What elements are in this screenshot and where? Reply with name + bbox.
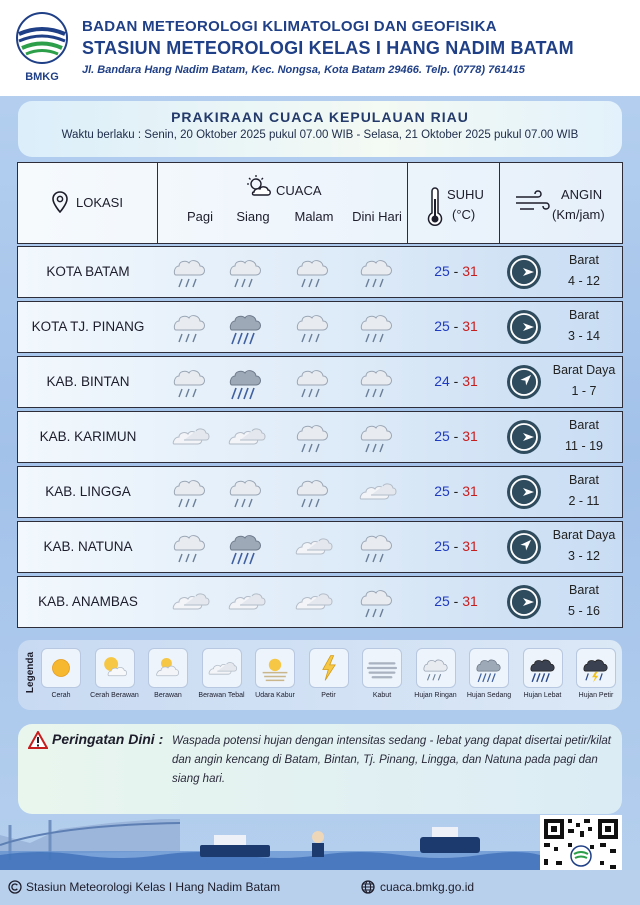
wind-icon <box>514 189 552 215</box>
wind-compass-icon <box>506 364 542 400</box>
legend-item <box>355 648 409 699</box>
legend-label: Petir <box>321 692 336 699</box>
hujan-ringan-icon <box>355 361 399 401</box>
legend-item <box>302 648 356 699</box>
temp-min: 25 <box>434 318 450 334</box>
berawan-tebal-icon <box>168 581 212 621</box>
legend-label: Berawan Tebal <box>198 692 245 699</box>
legend-label: Hujan Ringan <box>414 692 457 699</box>
udara-kabur-icon <box>255 648 295 688</box>
hujan-ringan-icon <box>355 416 399 456</box>
wind-direction: Barat <box>569 418 599 432</box>
temp-min: 25 <box>434 593 450 609</box>
hujan-ringan-icon <box>168 471 212 511</box>
temperature-range: 25 - 31 <box>434 593 478 609</box>
globe-icon <box>361 880 375 894</box>
header-period-malam: Malam <box>294 209 334 224</box>
location-name: KOTA BATAM <box>46 264 130 279</box>
bmkg-logo <box>14 12 70 84</box>
cerah-icon <box>41 648 81 688</box>
legend-item <box>248 648 302 699</box>
berawan-tebal-icon <box>168 416 212 456</box>
hujan-ringan-icon <box>168 306 212 346</box>
legend-item <box>141 648 195 699</box>
legend-item <box>195 648 249 699</box>
legend-item <box>409 648 463 699</box>
location-name: KAB. KARIMUN <box>39 429 137 444</box>
hujan-petir-icon <box>576 648 616 688</box>
station-name: STASIUN METEOROLOGI KELAS I HANG NADIM BATAM <box>82 38 574 58</box>
table-row <box>17 301 623 353</box>
hujan-ringan-icon <box>291 306 335 346</box>
location-name: KOTA TJ. PINANG <box>31 319 145 334</box>
hujan-ringan-icon <box>355 251 399 291</box>
hujan-ringan-icon <box>355 581 399 621</box>
legend-label: Hujan Sedang <box>466 692 512 699</box>
column-divider <box>157 163 158 243</box>
wind-speed: 11 - 19 <box>565 439 603 453</box>
wind-speed: 4 - 12 <box>568 274 600 288</box>
temperature-range: 25 - 31 <box>434 318 478 334</box>
table-row <box>17 246 623 298</box>
hujan-ringan-icon <box>355 526 399 566</box>
temp-max: 31 <box>462 318 478 334</box>
wind-compass-icon <box>506 309 542 345</box>
temp-min: 25 <box>434 483 450 499</box>
hujan-ringan-icon <box>224 251 268 291</box>
table-row <box>17 466 623 518</box>
wind-speed: 3 - 12 <box>568 549 600 563</box>
temp-min: 25 <box>434 538 450 554</box>
hujan-ringan-icon <box>168 526 212 566</box>
hujan-ringan-icon <box>291 361 335 401</box>
header-period-siang: Siang <box>236 209 270 224</box>
berawan-tebal-icon <box>224 581 268 621</box>
legend-item <box>462 648 516 699</box>
berawan-tebal-icon <box>224 416 268 456</box>
header-temp: SUHU <box>447 187 484 202</box>
copyright-text: Stasiun Meteorologi Kelas I Hang Nadim Batam <box>26 880 281 894</box>
page-title: PRAKIRAAN CUACA KEPULAUAN RIAU <box>171 109 469 125</box>
location-name: KAB. ANAMBAS <box>38 594 138 609</box>
wind-speed: 2 - 11 <box>568 494 600 508</box>
table-row <box>17 521 623 573</box>
temp-max: 31 <box>462 538 478 554</box>
table-header <box>17 162 623 244</box>
wind-compass-icon <box>506 419 542 455</box>
legend-label: Hujan Lebat <box>523 692 562 699</box>
wind-direction: Barat <box>569 253 599 267</box>
hujan-ringan-icon <box>291 251 335 291</box>
hujan-ringan-icon <box>291 471 335 511</box>
partly-cloudy-icon <box>246 175 272 197</box>
location-name: KAB. NATUNA <box>43 539 133 554</box>
wind-direction: Barat <box>569 308 599 322</box>
table-row <box>17 576 623 628</box>
forecast-table <box>17 162 623 628</box>
wind-direction: Barat Daya <box>552 528 616 542</box>
header-period-dini-hari: Dini Hari <box>352 209 402 224</box>
copyright-icon <box>8 880 22 894</box>
header-wind: ANGIN <box>561 187 603 202</box>
temp-min: 24 <box>434 373 450 389</box>
temperature-range: 24 - 31 <box>434 373 478 389</box>
wind-speed: 5 - 16 <box>568 604 600 618</box>
hujan-sedang-icon <box>469 648 509 688</box>
warning-text: Waspada potensi hujan dengan intensitas sedang - lebat yang dapat disertai petir/kilat dan angin kencang di Batam, Bintan, Tj. Pinang, Lingga, dan Natuna pada pagi dan siang hari. <box>172 735 611 785</box>
early-warning <box>18 724 622 814</box>
temp-min: 25 <box>434 428 450 444</box>
wind-compass-icon <box>506 584 542 620</box>
legend-item <box>516 648 570 699</box>
temp-max: 31 <box>462 593 478 609</box>
header-location: LOKASI <box>76 195 123 210</box>
footer <box>0 870 640 905</box>
hujan-sedang-icon <box>224 526 268 566</box>
temperature-range: 25 - 31 <box>434 428 478 444</box>
validity-period: Waktu berlaku : Senin, 20 Oktober 2025 pukul 07.00 WIB - Selasa, 21 Oktober 2025 pukul 07.00 WIB <box>61 129 579 141</box>
temp-max: 31 <box>462 483 478 499</box>
legend-title: Legenda <box>25 651 37 694</box>
wind-direction: Barat <box>569 473 599 487</box>
berawan-tebal-icon <box>291 526 335 566</box>
logo-text: BMKG <box>25 71 59 83</box>
warning-title: Peringatan Dini : <box>52 731 164 747</box>
header-period-pagi: Pagi <box>186 209 214 224</box>
wind-direction: Barat <box>569 583 599 597</box>
petir-icon <box>309 648 349 688</box>
temperature-range: 25 - 31 <box>434 263 478 279</box>
table-row <box>17 411 623 463</box>
wind-compass-icon <box>506 254 542 290</box>
temp-min: 25 <box>434 263 450 279</box>
header-wind-unit: (Km/jam) <box>552 207 605 222</box>
header-weather: CUACA <box>276 183 322 198</box>
location-name: KAB. LINGGA <box>45 484 131 499</box>
berawan-icon <box>148 648 188 688</box>
wind-speed: 1 - 7 <box>571 384 597 398</box>
legend-label: Hujan Petir <box>578 692 614 699</box>
wind-compass-icon <box>506 529 542 565</box>
hujan-ringan-icon <box>355 306 399 346</box>
temperature-range: 25 - 31 <box>434 483 478 499</box>
hujan-sedang-icon <box>224 361 268 401</box>
title-box <box>18 101 622 157</box>
berawan-tebal-icon <box>291 581 335 621</box>
wind-direction: Barat Daya <box>552 363 616 377</box>
cerah-berawan-icon <box>95 648 135 688</box>
hujan-sedang-icon <box>224 306 268 346</box>
warning-icon <box>28 731 48 749</box>
hujan-ringan-icon <box>416 648 456 688</box>
hujan-ringan-icon <box>168 251 212 291</box>
legend-label: Cerah <box>51 692 71 699</box>
hujan-ringan-icon <box>168 361 212 401</box>
table-row <box>17 356 623 408</box>
hujan-ringan-icon <box>224 471 268 511</box>
location-pin-icon <box>52 191 68 213</box>
legend-item <box>569 648 623 699</box>
legend-label: Cerah Berawan <box>90 692 139 699</box>
wind-speed: 3 - 14 <box>568 329 600 343</box>
column-divider <box>407 163 408 243</box>
column-divider <box>499 163 500 243</box>
website-link[interactable]: cuaca.bmkg.go.id <box>380 880 475 894</box>
temp-max: 31 <box>462 263 478 279</box>
legend-item <box>88 648 142 699</box>
legend-label: Berawan <box>154 692 182 699</box>
thermometer-icon <box>427 187 443 227</box>
wind-compass-icon <box>506 474 542 510</box>
kabut-icon <box>362 648 402 688</box>
temperature-range: 25 - 31 <box>434 538 478 554</box>
legend-item <box>34 648 88 699</box>
header <box>0 0 640 96</box>
berawan-tebal-icon <box>355 471 399 511</box>
temp-max: 31 <box>462 373 478 389</box>
temp-max: 31 <box>462 428 478 444</box>
legend-label: Kabut <box>372 692 392 699</box>
hujan-ringan-icon <box>291 416 335 456</box>
agency-name: BADAN METEOROLOGI KLIMATOLOGI DAN GEOFISIKA <box>82 18 497 35</box>
header-temp-unit: (°C) <box>452 207 476 222</box>
berawan-tebal-icon <box>202 648 242 688</box>
legend-label: Udara Kabur <box>255 692 295 699</box>
station-address: Jl. Bandara Hang Nadim Batam, Kec. Nongsa, Kota Batam 29466. Telp. (0778) 761415 <box>82 64 525 76</box>
location-name: KAB. BINTAN <box>46 374 130 389</box>
hujan-lebat-icon <box>523 648 563 688</box>
legend <box>18 640 622 710</box>
